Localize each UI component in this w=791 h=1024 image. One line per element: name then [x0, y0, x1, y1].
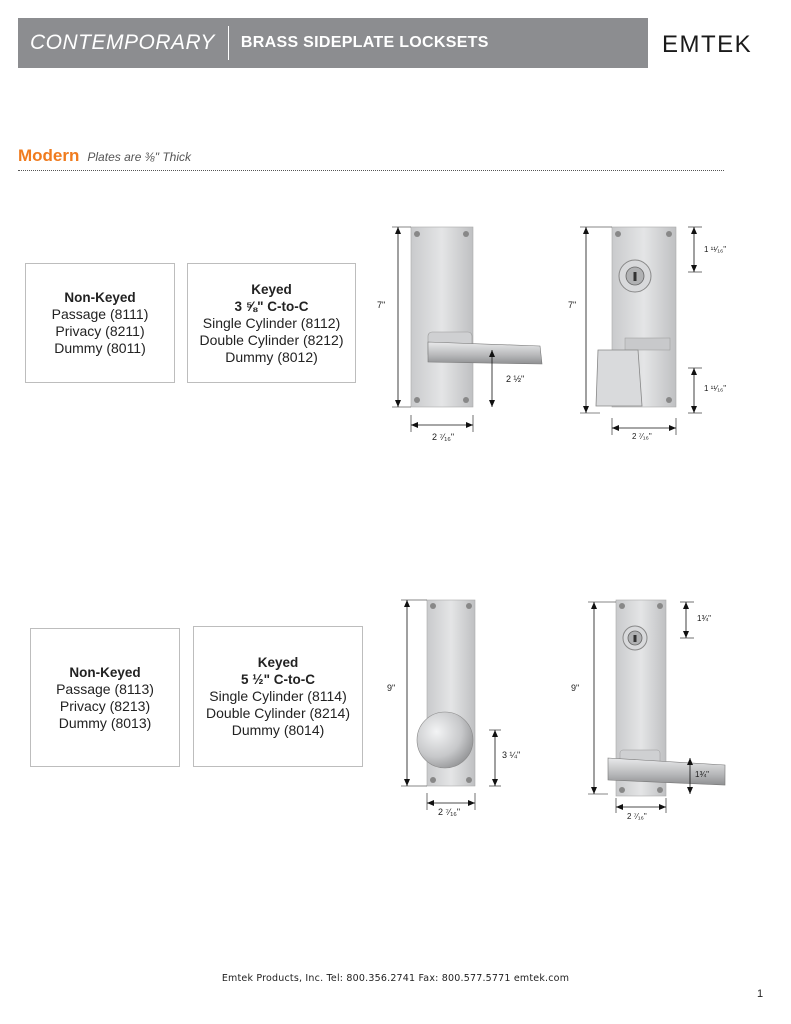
- model-item: Passage (8111): [51, 306, 149, 322]
- knob: [417, 712, 473, 768]
- page-number: 1: [757, 988, 764, 1000]
- section-title: Modern: [18, 146, 80, 165]
- dim-width-label: 2 ⁷⁄₁₆": [632, 432, 652, 441]
- thumb-turn: [596, 350, 642, 406]
- lever-handle: [428, 342, 542, 364]
- section-note: Plates are ⅜" Thick: [87, 150, 192, 164]
- model-item: Dummy (8013): [58, 714, 152, 731]
- non-keyed-heading: Non-Keyed: [69, 664, 141, 680]
- sideplate: [411, 227, 473, 407]
- model-item: Privacy (8213): [59, 697, 151, 714]
- header-divider: [228, 26, 229, 60]
- model-item: Dummy (8012): [225, 348, 318, 365]
- keyed-box-2: [193, 626, 363, 767]
- section-heading: [18, 146, 191, 166]
- dim-bottom-label: 1 ¹¹⁄₁₆": [704, 384, 727, 393]
- keyed-plate-figure-2: [560, 595, 760, 825]
- non-keyed-box-1: [25, 263, 175, 383]
- dim-height-label: 9": [571, 683, 580, 693]
- model-item: Single Cylinder (8112): [202, 314, 341, 331]
- lever-plate-figure-1: [370, 220, 560, 455]
- dim-top-label: 1¾": [697, 614, 711, 623]
- keyed-plate-figure-1: [560, 220, 760, 455]
- dim-top-label: 1 ¹¹⁄₁₆": [704, 245, 727, 254]
- model-item: Dummy (8011): [54, 340, 146, 356]
- dotted-divider: [18, 170, 724, 171]
- model-item: Dummy (8014): [231, 722, 325, 738]
- keyed-subheading: 3 ⅝" C-to-C: [234, 298, 309, 314]
- dim-handle-label: 2 ½": [506, 374, 525, 384]
- model-item: Single Cylinder (8114): [209, 688, 347, 704]
- thumb-turn-rose: [625, 338, 670, 350]
- model-item: Double Cylinder (8214): [206, 705, 350, 721]
- dim-height-label: 9": [387, 683, 396, 693]
- model-item: Passage (8113): [56, 680, 154, 697]
- dim-width-label: 2 ⁷⁄₁₆": [432, 432, 455, 442]
- keyed-subheading: 5 ½" C-to-C: [241, 672, 315, 687]
- non-keyed-box-2: [30, 628, 180, 767]
- dim-handle-label: 3 ¼": [502, 750, 521, 760]
- header-title: BRASS SIDEPLATE LOCKSETS: [240, 34, 489, 51]
- brand-logo: EMTEK: [662, 31, 753, 58]
- dim-height-label: 7": [377, 300, 386, 310]
- model-item: Privacy (8211): [55, 323, 145, 339]
- dim-bottom-label: 1¾": [695, 770, 709, 779]
- keyed-heading: Keyed: [257, 655, 299, 670]
- header-bar: [18, 18, 648, 68]
- keyed-heading: Keyed: [251, 281, 292, 297]
- footer-contact: Emtek Products, Inc. Tel: 800.356.2741 Fax: 800.577.5771 emtek.com: [221, 973, 570, 984]
- non-keyed-heading: Non-Keyed: [64, 290, 136, 305]
- knob-plate-figure-2: [385, 595, 535, 825]
- header-series: CONTEMPORARY: [30, 31, 215, 54]
- model-item: Double Cylinder (8212): [199, 331, 344, 348]
- dim-width-label: 2 ⁷⁄₁₆": [627, 812, 647, 821]
- dim-width-label: 2 ⁷⁄₁₆": [438, 807, 461, 817]
- dim-height-label: 7": [568, 300, 577, 310]
- keyed-box-1: [187, 263, 356, 383]
